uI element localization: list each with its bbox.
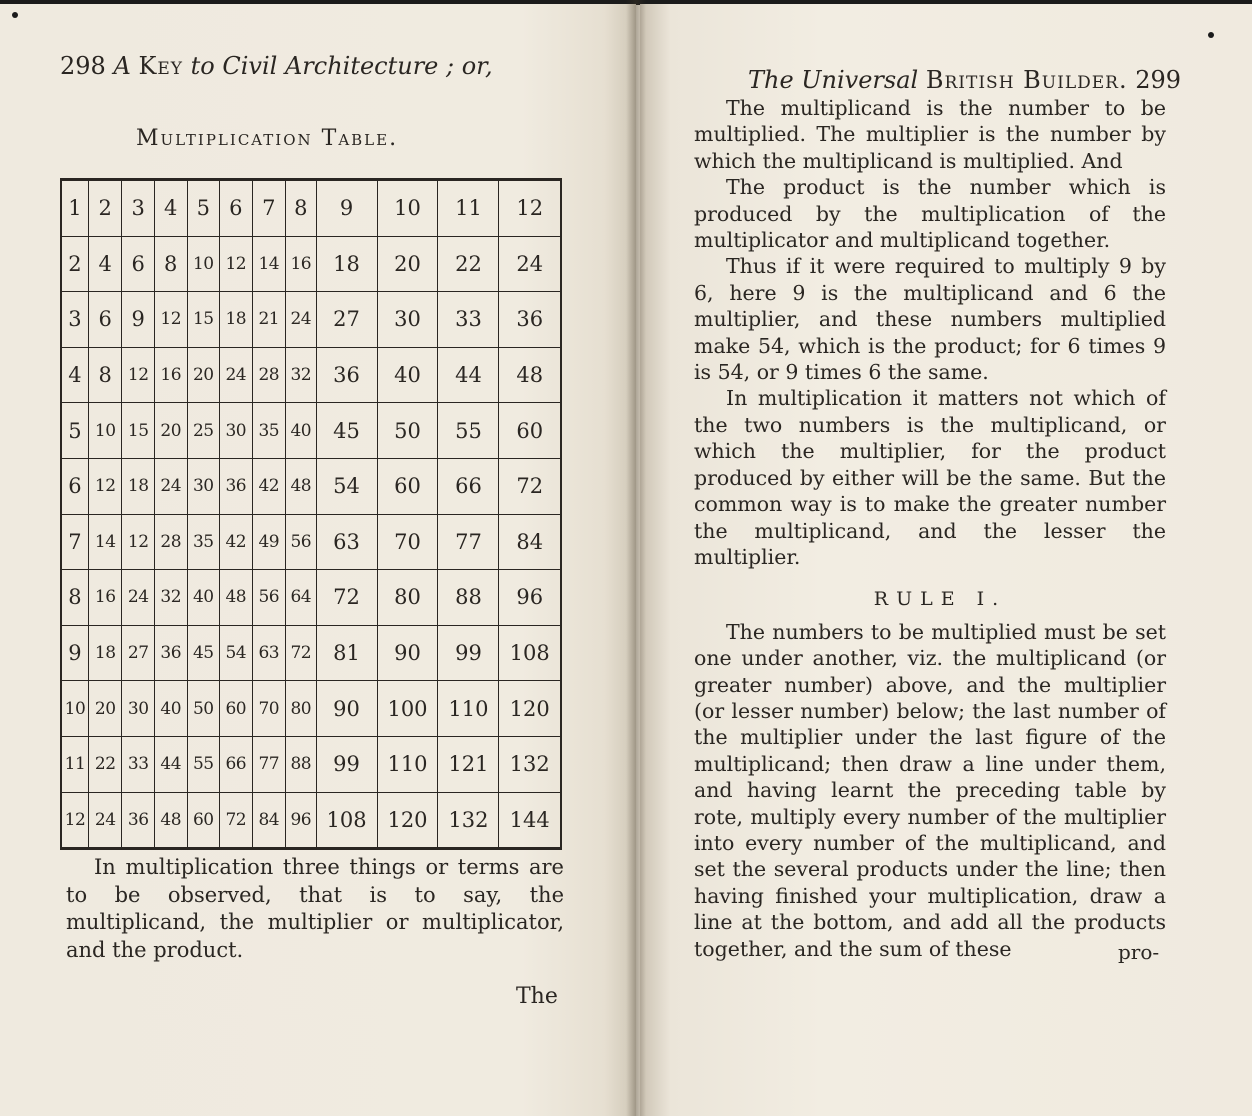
- table-cell: 32: [286, 347, 316, 403]
- running-head-italic-b: to Civil Architecture ; or,: [190, 52, 493, 80]
- table-cell: 15: [187, 292, 220, 348]
- table-cell: 132: [438, 792, 499, 849]
- table-cell: 12: [499, 180, 561, 237]
- right-paragraph-3: Thus if it were required to multiply 9 by 6, here 9 is the multiplicand and 6 the multiplier, and these numbers multiplied make 54, which is the product; for 6 times 9 is 54, or 9 times 6 the same.: [694, 254, 1166, 385]
- table-cell: 121: [438, 736, 499, 792]
- table-cell: 2: [88, 180, 122, 237]
- table-row: [61, 458, 561, 514]
- table-cell: 42: [252, 458, 286, 514]
- table-cell: 50: [187, 681, 220, 737]
- table-cell: 16: [286, 236, 316, 292]
- table-row: [61, 625, 561, 681]
- table-cell: 77: [252, 736, 286, 792]
- table-cell: 28: [154, 514, 187, 570]
- table-cell: 12: [122, 347, 155, 403]
- table-cell: 56: [252, 570, 286, 626]
- table-cell: 77: [438, 514, 499, 570]
- table-cell: 27: [122, 625, 155, 681]
- table-cell: 20: [88, 681, 122, 737]
- running-head-key: Key: [138, 52, 183, 80]
- table-cell: 30: [220, 403, 253, 459]
- table-cell: 72: [316, 570, 377, 626]
- right-catchword: pro-: [1118, 940, 1160, 964]
- table-cell: 10: [88, 403, 122, 459]
- table-cell: 12: [122, 514, 155, 570]
- table-cell: 40: [286, 403, 316, 459]
- table-cell: 66: [438, 458, 499, 514]
- table-cell: 12: [154, 292, 187, 348]
- table-cell: 7: [61, 514, 88, 570]
- right-paragraph-1: The multiplicand is the number to be multiplied. The multiplier is the number by which the multiplicand is multiplied. And: [694, 96, 1166, 173]
- table-cell: 88: [438, 570, 499, 626]
- table-cell: 49: [252, 514, 286, 570]
- table-cell: 81: [316, 625, 377, 681]
- table-cell: 99: [438, 625, 499, 681]
- table-cell: 8: [88, 347, 122, 403]
- table-cell: 72: [220, 792, 253, 849]
- table-cell: 24: [154, 458, 187, 514]
- table-cell: 100: [377, 681, 438, 737]
- table-cell: 24: [286, 292, 316, 348]
- table-row: [61, 681, 561, 737]
- table-cell: 20: [154, 403, 187, 459]
- table-cell: 42: [220, 514, 253, 570]
- table-cell: 4: [61, 347, 88, 403]
- table-cell: 7: [252, 180, 286, 237]
- table-cell: 30: [122, 681, 155, 737]
- right-running-head: [748, 66, 1181, 94]
- table-cell: 36: [499, 292, 561, 348]
- table-cell: 50: [377, 403, 438, 459]
- table-cell: 55: [187, 736, 220, 792]
- table-cell: 40: [187, 570, 220, 626]
- table-cell: 48: [220, 570, 253, 626]
- left-catchword: The: [516, 984, 558, 1009]
- table-row: [61, 236, 561, 292]
- table-cell: 5: [61, 403, 88, 459]
- table-cell: 33: [122, 736, 155, 792]
- table-row: [61, 292, 561, 348]
- table-cell: 2: [61, 236, 88, 292]
- table-cell: 6: [220, 180, 253, 237]
- table-cell: 70: [252, 681, 286, 737]
- table-cell: 48: [154, 792, 187, 849]
- table-cell: 36: [154, 625, 187, 681]
- left-page-number: 298: [60, 52, 106, 80]
- table-cell: 84: [252, 792, 286, 849]
- table-row: [61, 403, 561, 459]
- table-cell: 4: [88, 236, 122, 292]
- table-cell: 10: [187, 236, 220, 292]
- table-cell: 110: [438, 681, 499, 737]
- table-cell: 12: [220, 236, 253, 292]
- table-cell: 99: [316, 736, 377, 792]
- table-cell: 22: [438, 236, 499, 292]
- table-cell: 24: [122, 570, 155, 626]
- table-cell: 20: [187, 347, 220, 403]
- table-cell: 96: [286, 792, 316, 849]
- table-cell: 48: [286, 458, 316, 514]
- table-cell: 84: [499, 514, 561, 570]
- table-cell: 10: [377, 180, 438, 237]
- table-row: [61, 736, 561, 792]
- table-cell: 60: [187, 792, 220, 849]
- table-cell: 44: [438, 347, 499, 403]
- table-cell: 120: [377, 792, 438, 849]
- table-cell: 80: [377, 570, 438, 626]
- table-cell: 63: [316, 514, 377, 570]
- table-cell: 8: [286, 180, 316, 237]
- table-cell: 24: [499, 236, 561, 292]
- table-cell: 48: [499, 347, 561, 403]
- right-paragraph-4: In multiplication it matters not which of the two numbers is the multiplicand, or which the multiplier, for the product produced by either will be the same. But the common way is to make the greater number the multiplicand, and the lesser the multiplier.: [694, 386, 1166, 569]
- table-cell: 120: [499, 681, 561, 737]
- table-cell: 18: [122, 458, 155, 514]
- table-cell: 40: [154, 681, 187, 737]
- table-cell: 6: [122, 236, 155, 292]
- table-cell: 10: [61, 681, 88, 737]
- table-row: [61, 792, 561, 849]
- table-cell: 60: [220, 681, 253, 737]
- table-cell: 36: [122, 792, 155, 849]
- table-cell: 12: [61, 792, 88, 849]
- table-cell: 64: [286, 570, 316, 626]
- table-cell: 30: [377, 292, 438, 348]
- table-cell: 8: [154, 236, 187, 292]
- ink-speck: [12, 12, 18, 18]
- rule-paragraph: The numbers to be multiplied must be set one under another, viz. the multiplicand (or greater number) above, and the multiplier (or lesser number) below; the last number of the multiplier under the last figure of the multiplicand; then draw a line under them, and having learnt the preceding table by rote, multiply every number of the multiplier into every number of the multiplicand, and set the several products under the line; then having finished your multiplication, draw a line at the bottom, and add all the products together, and the sum of these: [694, 619, 1166, 961]
- table-cell: 108: [316, 792, 377, 849]
- table-cell: 80: [286, 681, 316, 737]
- table-cell: 4: [154, 180, 187, 237]
- table-cell: 32: [154, 570, 187, 626]
- table-cell: 28: [252, 347, 286, 403]
- table-cell: 72: [286, 625, 316, 681]
- table-title: Multiplication Table.: [136, 126, 399, 151]
- table-cell: 54: [220, 625, 253, 681]
- table-cell: 90: [377, 625, 438, 681]
- table-cell: 11: [438, 180, 499, 237]
- rule-heading: RULE I.: [873, 588, 1007, 611]
- table-cell: 16: [154, 347, 187, 403]
- running-head-caps: British Builder.: [925, 66, 1128, 94]
- table-cell: 25: [187, 403, 220, 459]
- left-running-head: [60, 52, 493, 80]
- table-cell: 36: [220, 458, 253, 514]
- table-cell: 14: [252, 236, 286, 292]
- table-cell: 45: [316, 403, 377, 459]
- table-cell: 35: [252, 403, 286, 459]
- table-cell: 40: [377, 347, 438, 403]
- table-cell: 20: [377, 236, 438, 292]
- table-cell: 9: [61, 625, 88, 681]
- table-cell: 3: [122, 180, 155, 237]
- table-cell: 18: [316, 236, 377, 292]
- table-row: [61, 180, 561, 237]
- table-cell: 60: [377, 458, 438, 514]
- table-cell: 24: [88, 792, 122, 849]
- table-cell: 144: [499, 792, 561, 849]
- table-cell: 22: [88, 736, 122, 792]
- table-cell: 70: [377, 514, 438, 570]
- multiplication-table: [60, 178, 562, 850]
- table-cell: 90: [316, 681, 377, 737]
- table-cell: 6: [61, 458, 88, 514]
- table-cell: 54: [316, 458, 377, 514]
- table-cell: 33: [438, 292, 499, 348]
- table-cell: 1: [61, 180, 88, 237]
- right-page-number: 299: [1135, 66, 1182, 94]
- book-gutter: [626, 0, 646, 1116]
- table-cell: 9: [122, 292, 155, 348]
- table-cell: 56: [286, 514, 316, 570]
- right-paragraph-2: The product is the number which is produced by the multiplication of the multiplicator and multiplicand together.: [694, 175, 1166, 253]
- table-cell: 110: [377, 736, 438, 792]
- right-body-text: [694, 95, 1166, 962]
- running-head-italic-a: A: [113, 52, 131, 80]
- table-cell: 8: [61, 570, 88, 626]
- table-cell: 24: [220, 347, 253, 403]
- table-cell: 36: [316, 347, 377, 403]
- running-head-italic: The Universal: [748, 66, 919, 94]
- ink-speck: [1208, 32, 1214, 38]
- table-cell: 3: [61, 292, 88, 348]
- table-cell: 108: [499, 625, 561, 681]
- table-cell: 66: [220, 736, 253, 792]
- left-paragraph: In multiplication three things or terms are to be observed, that is to say, the multiplicand, the multiplier or multiplicator, and the product.: [66, 855, 564, 962]
- table-cell: 12: [88, 458, 122, 514]
- table-cell: 55: [438, 403, 499, 459]
- left-body-text: [66, 854, 564, 964]
- table-cell: 18: [88, 625, 122, 681]
- table-row: [61, 514, 561, 570]
- table-cell: 16: [88, 570, 122, 626]
- table-cell: 11: [61, 736, 88, 792]
- table-cell: 132: [499, 736, 561, 792]
- table-cell: 96: [499, 570, 561, 626]
- table-cell: 30: [187, 458, 220, 514]
- table-cell: 27: [316, 292, 377, 348]
- table-cell: 88: [286, 736, 316, 792]
- table-row: [61, 570, 561, 626]
- table-cell: 14: [88, 514, 122, 570]
- table-cell: 15: [122, 403, 155, 459]
- table-cell: 21: [252, 292, 286, 348]
- table-cell: 18: [220, 292, 253, 348]
- table-row: [61, 347, 561, 403]
- table-cell: 45: [187, 625, 220, 681]
- table-cell: 35: [187, 514, 220, 570]
- table-cell: 44: [154, 736, 187, 792]
- table-cell: 72: [499, 458, 561, 514]
- table-cell: 5: [187, 180, 220, 237]
- table-cell: 6: [88, 292, 122, 348]
- table-cell: 60: [499, 403, 561, 459]
- table-cell: 63: [252, 625, 286, 681]
- table-cell: 9: [316, 180, 377, 237]
